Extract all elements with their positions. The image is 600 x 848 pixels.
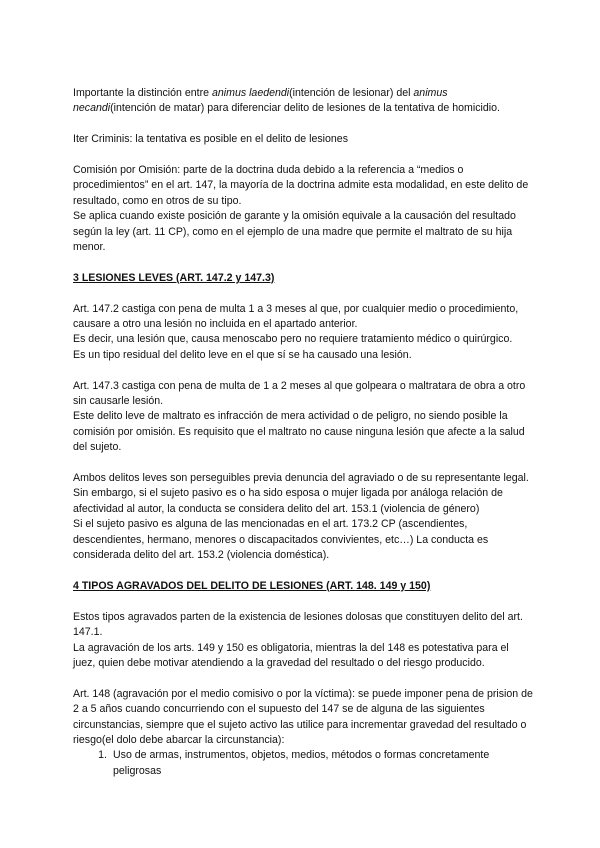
document-page: [73, 86, 533, 779]
paragraph-lesion-definicion: Es decir, una lesión que, causa menoscabo pero no requiere tratamiento médico o quirúrgico.: [73, 333, 513, 346]
paragraph-denuncia: Ambos delitos leves son perseguibles previa denuncia del agraviado o de su representante legal. Sin embargo, si el sujeto pasivo es o ha sido esposa o mujer ligada por análoga relación de afectividad al autor, la conducta se considera delito del art. 153.1 (violencia de género): [73, 472, 529, 515]
list-item-text: Uso de armas, instrumentos, objetos, medios, métodos o formas concretamente peligrosas: [113, 749, 490, 777]
paragraph-art-147-2: Art. 147.2 castiga con pena de multa 1 a 3 meses al que, por cualquier medio o procedimiento, causare a otro una lesión no incluida en el apartado anterior.: [73, 302, 519, 331]
text: (intención de matar) para diferenciar delito de lesiones de la tentativa de homicidio.: [110, 102, 500, 115]
list-number: 1.: [98, 749, 107, 762]
paragraph-lesiones-dolosas: Estos tipos agravados parten de la existencia de lesiones dolosas que constituyen delito del art. 147.1.: [73, 610, 523, 639]
section-heading-lesiones-leves: 3 LESIONES LEVES (ART. 147.2 y 147.3): [73, 271, 275, 284]
paragraph-maltrato: Este delito leve de maltrato es infracción de mera actividad o de peligro, no siendo posible la comisión por omisión. Es requisito que el maltrato no cause ninguna lesión que afecte a la salud del sujeto.: [73, 410, 525, 454]
paragraph-comision-omision: Comisión por Omisión: parte de la doctrina duda debido a la referencia a “medios o procedimientos” en el art. 147, la mayoría de la doctrina admite esta modalidad, en este delito de resultado, como en otros de su tipo.: [73, 164, 529, 207]
list-item: [73, 748, 533, 779]
paragraph-violencia-domestica: Si el sujeto pasivo es alguna de las mencionadas en el art. 173.2 CP (ascendientes, descendientes, hermano, menores o discapacitados convivientes, etc…) La conducta es considerada delito del art. 153.2 (violencia doméstica).: [73, 518, 489, 562]
paragraph-art-147-3: Art. 147.3 castiga con pena de multa de 1 a 2 meses al que golpeara o maltratara de obra a otro sin causarle lesión.: [73, 379, 526, 408]
paragraph-agravacion: La agravación de los arts. 149 y 150 es obligatoria, mientras la del 148 es potestativa para el juez, quien debe motivar atendiendo a la gravedad del resultado o del riesgo producido.: [73, 641, 509, 669]
text: (intención de lesionar) del: [289, 87, 414, 99]
text: Importante la distinción entre: [73, 87, 212, 99]
term-animus-laedendi: animus laedendi: [211, 87, 290, 99]
paragraph-tipo-residual: Es un tipo residual del delito leve en el que sí se ha causado una lesión.: [73, 348, 412, 361]
paragraph-posicion-garante: Se aplica cuando existe posición de garante y la omisión equivale a la causación del resultado según la ley (art. 11 CP), como en el ejemplo de una madre que permite el maltrato de su hija menor.: [73, 210, 516, 254]
paragraph-animus: [73, 86, 533, 117]
paragraph-art-148: Art. 148 (agravación por el medio comisivo o por la víctima): se puede imponer pena de prision de 2 a 5 años cuando concurriendo con el supuesto del 147 se de alguna de las siguientes circunstancias, siempre que el sujeto activo las utilice para incrementar gravedad del resultado o riesgo(el dolo debe abarcar la circunstancia):: [73, 687, 533, 746]
circumstances-list: [73, 748, 533, 779]
section-heading-tipos-agravados: 4 TIPOS AGRAVADOS DEL DELITO DE LESIONES (ART. 148. 149 y 150): [73, 579, 431, 592]
term-animus-necandi: animus necandi: [73, 87, 448, 115]
paragraph-iter-criminis: Iter Criminis: la tentativa es posible en el delito de lesiones: [73, 133, 348, 146]
